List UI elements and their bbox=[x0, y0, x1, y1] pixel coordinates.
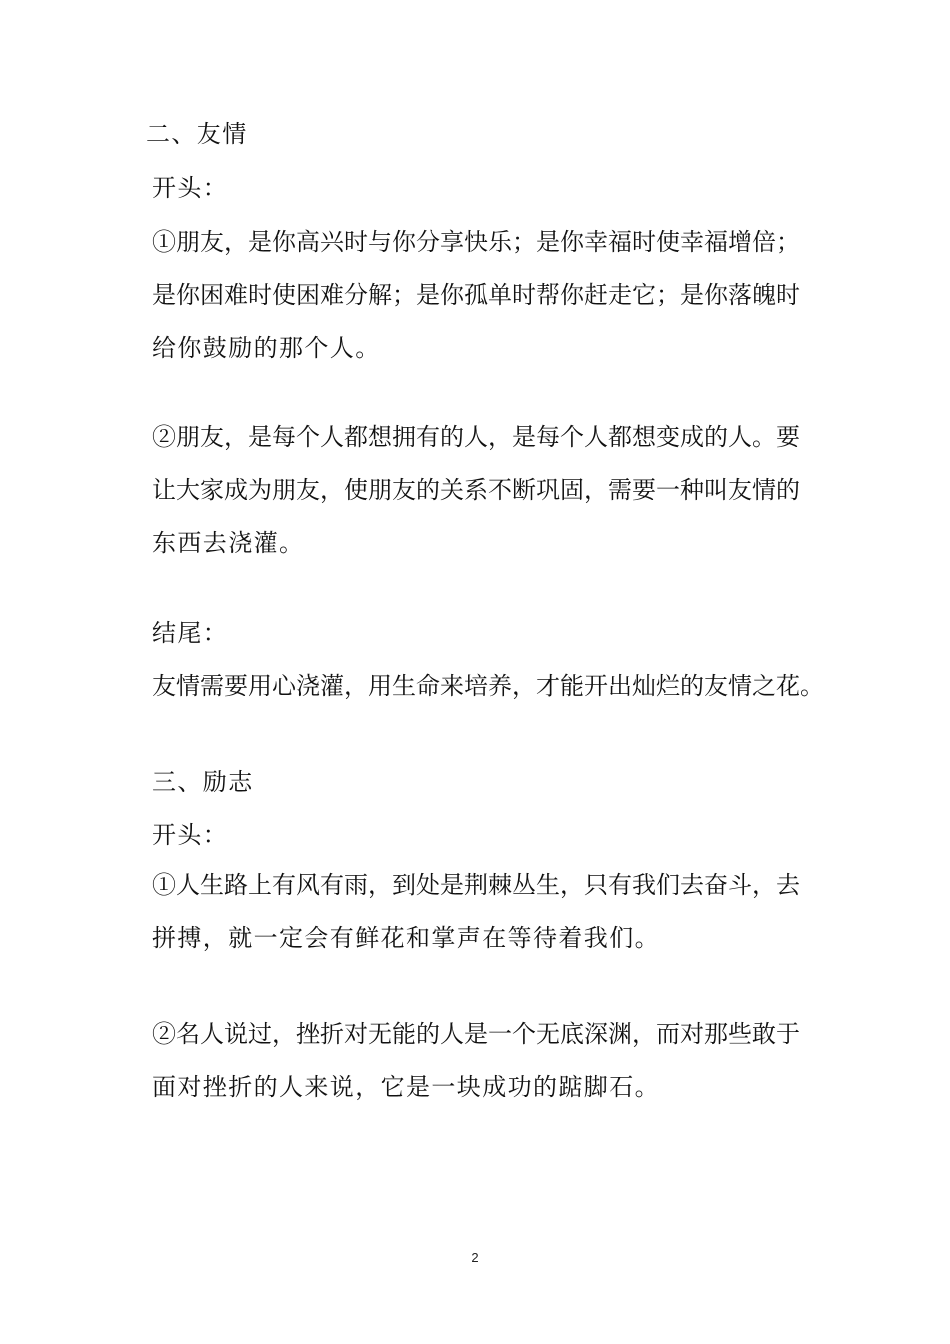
page-number: 2 bbox=[471, 1250, 479, 1265]
paragraph-line: 是你困难时使困难分解；是你孤单时帮你赶走它；是你落魄时 bbox=[152, 281, 800, 309]
paragraph-line: 给你鼓励的那个人。 bbox=[152, 334, 381, 362]
paragraph-line: ②朋友，是每个人都想拥有的人，是每个人都想变成的人。要 bbox=[152, 423, 800, 451]
ending-text: 友情需要用心浇灌，用生命来培养，才能开出灿烂的友情之花。 bbox=[152, 672, 824, 700]
paragraph-line: ①人生路上有风有雨，到处是荆棘丛生，只有我们去奋斗，去 bbox=[152, 871, 800, 899]
paragraph-line: 拼搏，就一定会有鲜花和掌声在等待着我们。 bbox=[152, 924, 660, 952]
section-heading-friendship: 二、友情 bbox=[146, 120, 248, 148]
opening-label: 开头： bbox=[152, 821, 229, 849]
paragraph-line: 让大家成为朋友，使朋友的关系不断巩固，需要一种叫友情的 bbox=[152, 476, 800, 504]
ending-label: 结尾： bbox=[152, 619, 229, 647]
section-heading-inspiration: 三、励志 bbox=[152, 768, 254, 796]
paragraph-line: ①朋友，是你高兴时与你分享快乐；是你幸福时使幸福增倍； bbox=[152, 228, 800, 256]
paragraph-line: 东西去浇灌。 bbox=[152, 529, 305, 557]
opening-label: 开头： bbox=[152, 174, 229, 202]
paragraph-line: 面对挫折的人来说，它是一块成功的踮脚石。 bbox=[152, 1073, 660, 1101]
paragraph-line: ②名人说过，挫折对无能的人是一个无底深渊，而对那些敢于 bbox=[152, 1020, 800, 1048]
